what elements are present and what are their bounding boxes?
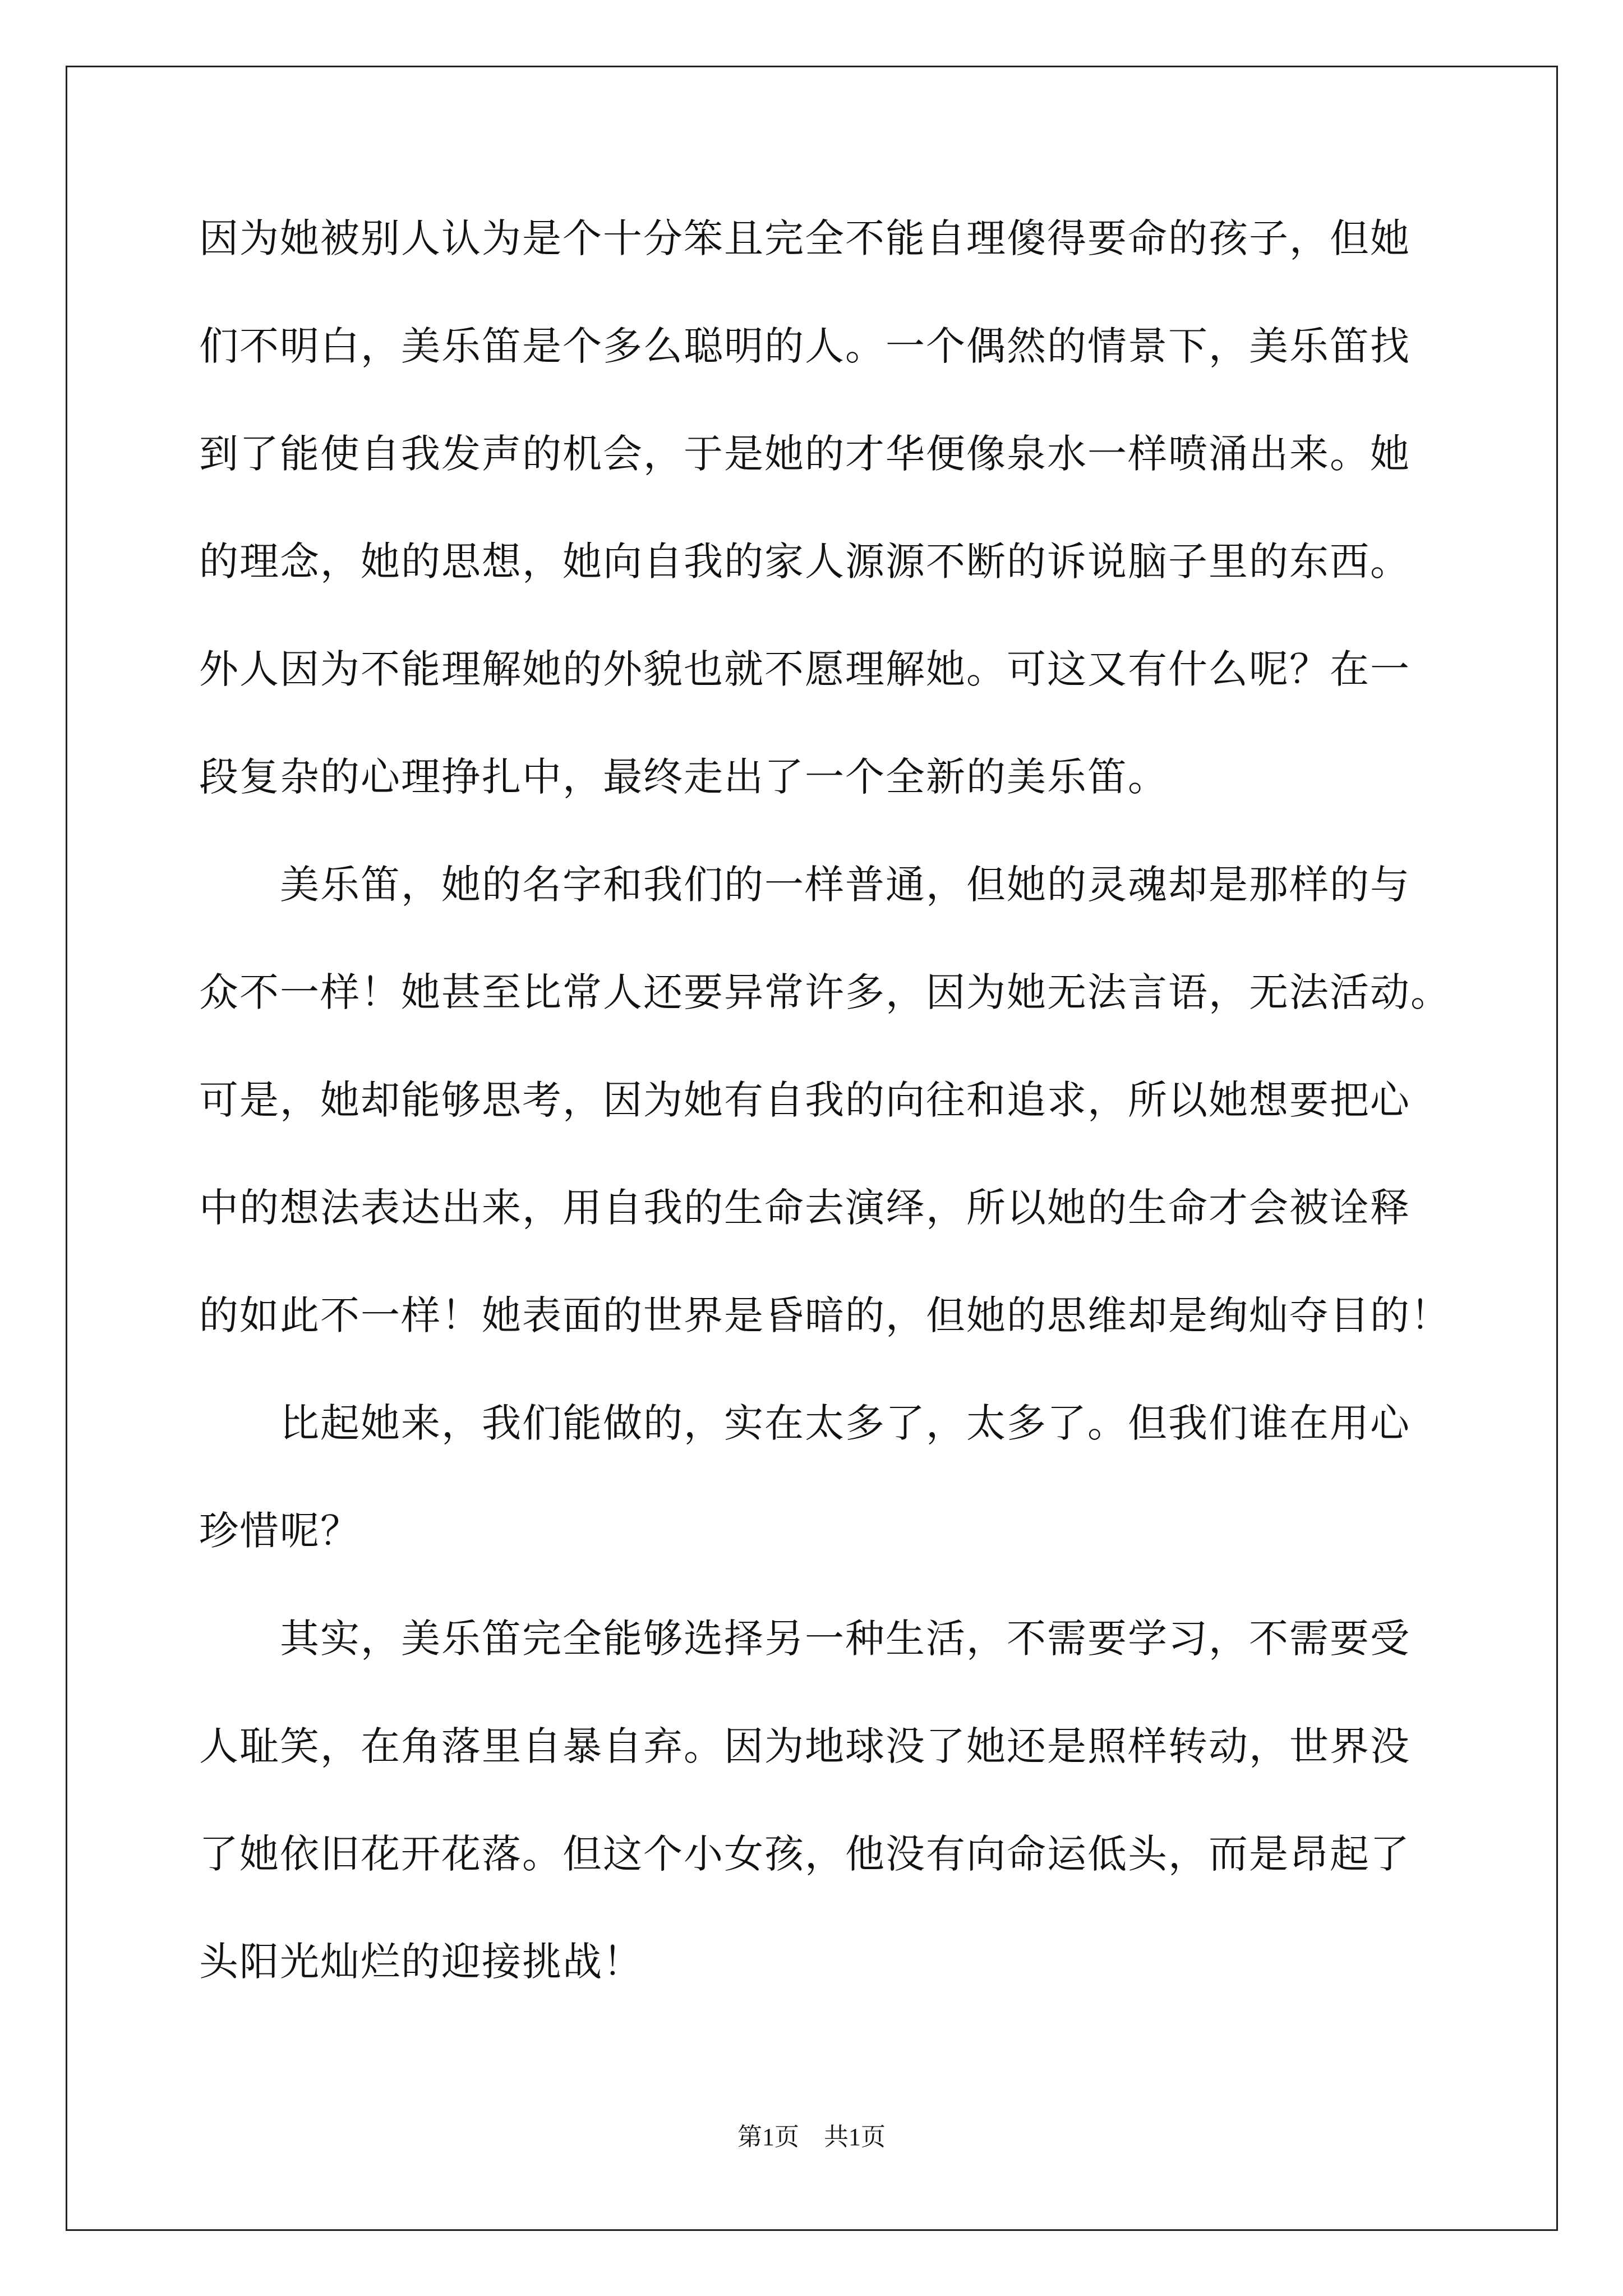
text-line: 比起她来，我们能做的，实在太多了，太多了。但我们谁在用心 [199, 1400, 1410, 1446]
text-line: 头阳光灿烂的迎接挑战！ [199, 1939, 643, 1985]
text-line: 到了能使自我发声的机会，于是她的才华便像泉水一样喷涌出来。她 [199, 431, 1410, 477]
text-line: 美乐笛，她的名字和我们的一样普通，但她的灵魂却是那样的与 [199, 862, 1410, 908]
text-line: 段复杂的心理挣扎中，最终走出了一个全新的美乐笛。 [199, 754, 1168, 800]
text-line: 珍惜呢？ [199, 1508, 361, 1554]
text-line: 因为她被别人认为是个十分笨且完全不能自理傻得要命的孩子，但她 [199, 215, 1410, 261]
text-line: 中的想法表达出来，用自我的生命去演绎，所以她的生命才会被诠释 [199, 1185, 1410, 1231]
text-line: 们不明白，美乐笛是个多么聪明的人。一个偶然的情景下，美乐笛找 [199, 323, 1410, 369]
text-line: 众不一样！她甚至比常人还要异常许多，因为她无法言语，无法活动。 [199, 969, 1451, 1015]
page-border [66, 66, 1558, 2231]
text-line: 的理念，她的思想，她向自我的家人源源不断的诉说脑子里的东西。 [199, 539, 1410, 585]
text-line: 其实，美乐笛完全能够选择另一种生活，不需要学习，不需要受 [199, 1616, 1410, 1662]
text-line: 外人因为不能理解她的外貌也就不愿理解她。可这又有什么呢？在一 [199, 646, 1410, 692]
text-line: 了她依旧花开花落。但这个小女孩，他没有向命运低头，而是昂起了 [199, 1831, 1410, 1877]
text-line: 人耻笑，在角落里自暴自弃。因为地球没了她还是照样转动，世界没 [199, 1723, 1410, 1769]
text-line: 可是，她却能够思考，因为她有自我的向往和追求，所以她想要把心 [199, 1077, 1410, 1123]
page-number: 第1页 共1页 [737, 2123, 886, 2151]
text-line: 的如此不一样！她表面的世界是昏暗的，但她的思维却是绚灿夺目的！ [199, 1292, 1451, 1338]
